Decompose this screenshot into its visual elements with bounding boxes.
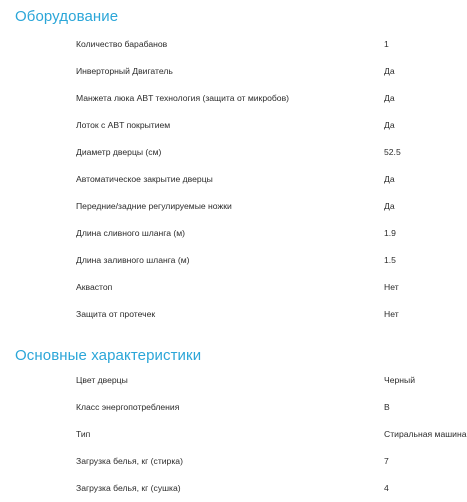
spec-name: Диаметр дверцы (см) — [76, 147, 162, 157]
spec-name: Манжета люка ABT технология (защита от микробов) — [76, 93, 290, 103]
spec-name: Загрузка белья, кг (сушка) — [76, 483, 181, 493]
spec-row-auto-door-close — [0, 166, 467, 193]
spec-row-door-diameter — [0, 139, 467, 166]
spec-value: Да — [384, 93, 395, 103]
spec-name: Автоматическое закрытие дверцы — [76, 174, 213, 184]
spec-row-energy-class — [0, 394, 467, 421]
spec-value: 1.5 — [384, 255, 396, 265]
section-title-equipment: Оборудование — [15, 8, 119, 25]
spec-row-leak-protection — [0, 301, 467, 328]
spec-list-equipment — [0, 31, 467, 328]
section-title-main-specs: Основные характеристики — [15, 347, 202, 364]
spec-name: Передние/задние регулируемые ножки — [76, 201, 232, 211]
spec-value: Стиральная машина — [384, 429, 467, 439]
spec-value: Да — [384, 66, 395, 76]
spec-value: 1.9 — [384, 228, 396, 238]
spec-row-drum-count — [0, 31, 467, 58]
spec-row-aquastop — [0, 274, 467, 301]
spec-name: Тип — [76, 429, 91, 439]
spec-name: Длина сливного шланга (м) — [76, 228, 186, 238]
spec-row-type — [0, 421, 467, 448]
spec-value: Да — [384, 174, 395, 184]
spec-value: B — [384, 402, 390, 412]
spec-value: Нет — [384, 282, 399, 292]
spec-name: Количество барабанов — [76, 39, 168, 49]
spec-row-drain-hose-length — [0, 220, 467, 247]
spec-value: 4 — [384, 483, 389, 493]
spec-row-inlet-hose-length — [0, 247, 467, 274]
spec-name: Аквастоп — [76, 282, 113, 292]
spec-name: Защита от протечек — [76, 309, 156, 319]
spec-row-door-color — [0, 367, 467, 394]
spec-row-inverter-motor — [0, 58, 467, 85]
spec-row-tray-abt — [0, 112, 467, 139]
spec-value: Да — [384, 201, 395, 211]
spec-name: Загрузка белья, кг (стирка) — [76, 456, 183, 466]
spec-value: 52.5 — [384, 147, 401, 157]
spec-row-dry-load — [0, 475, 467, 502]
spec-value: 7 — [384, 456, 389, 466]
spec-name: Лоток с ABT покрытием — [76, 120, 171, 130]
spec-value: Черный — [384, 375, 416, 385]
spec-row-door-seal-abt — [0, 85, 467, 112]
spec-list-main — [0, 367, 467, 502]
spec-value: Да — [384, 120, 395, 130]
spec-row-adjustable-feet — [0, 193, 467, 220]
spec-name: Класс энергопотребления — [76, 402, 180, 412]
spec-value: 1 — [384, 39, 389, 49]
spec-name: Длина заливного шланга (м) — [76, 255, 190, 265]
spec-name: Цвет дверцы — [76, 375, 128, 385]
spec-row-wash-load — [0, 448, 467, 475]
spec-name: Инверторный Двигатель — [76, 66, 173, 76]
spec-value: Нет — [384, 309, 399, 319]
